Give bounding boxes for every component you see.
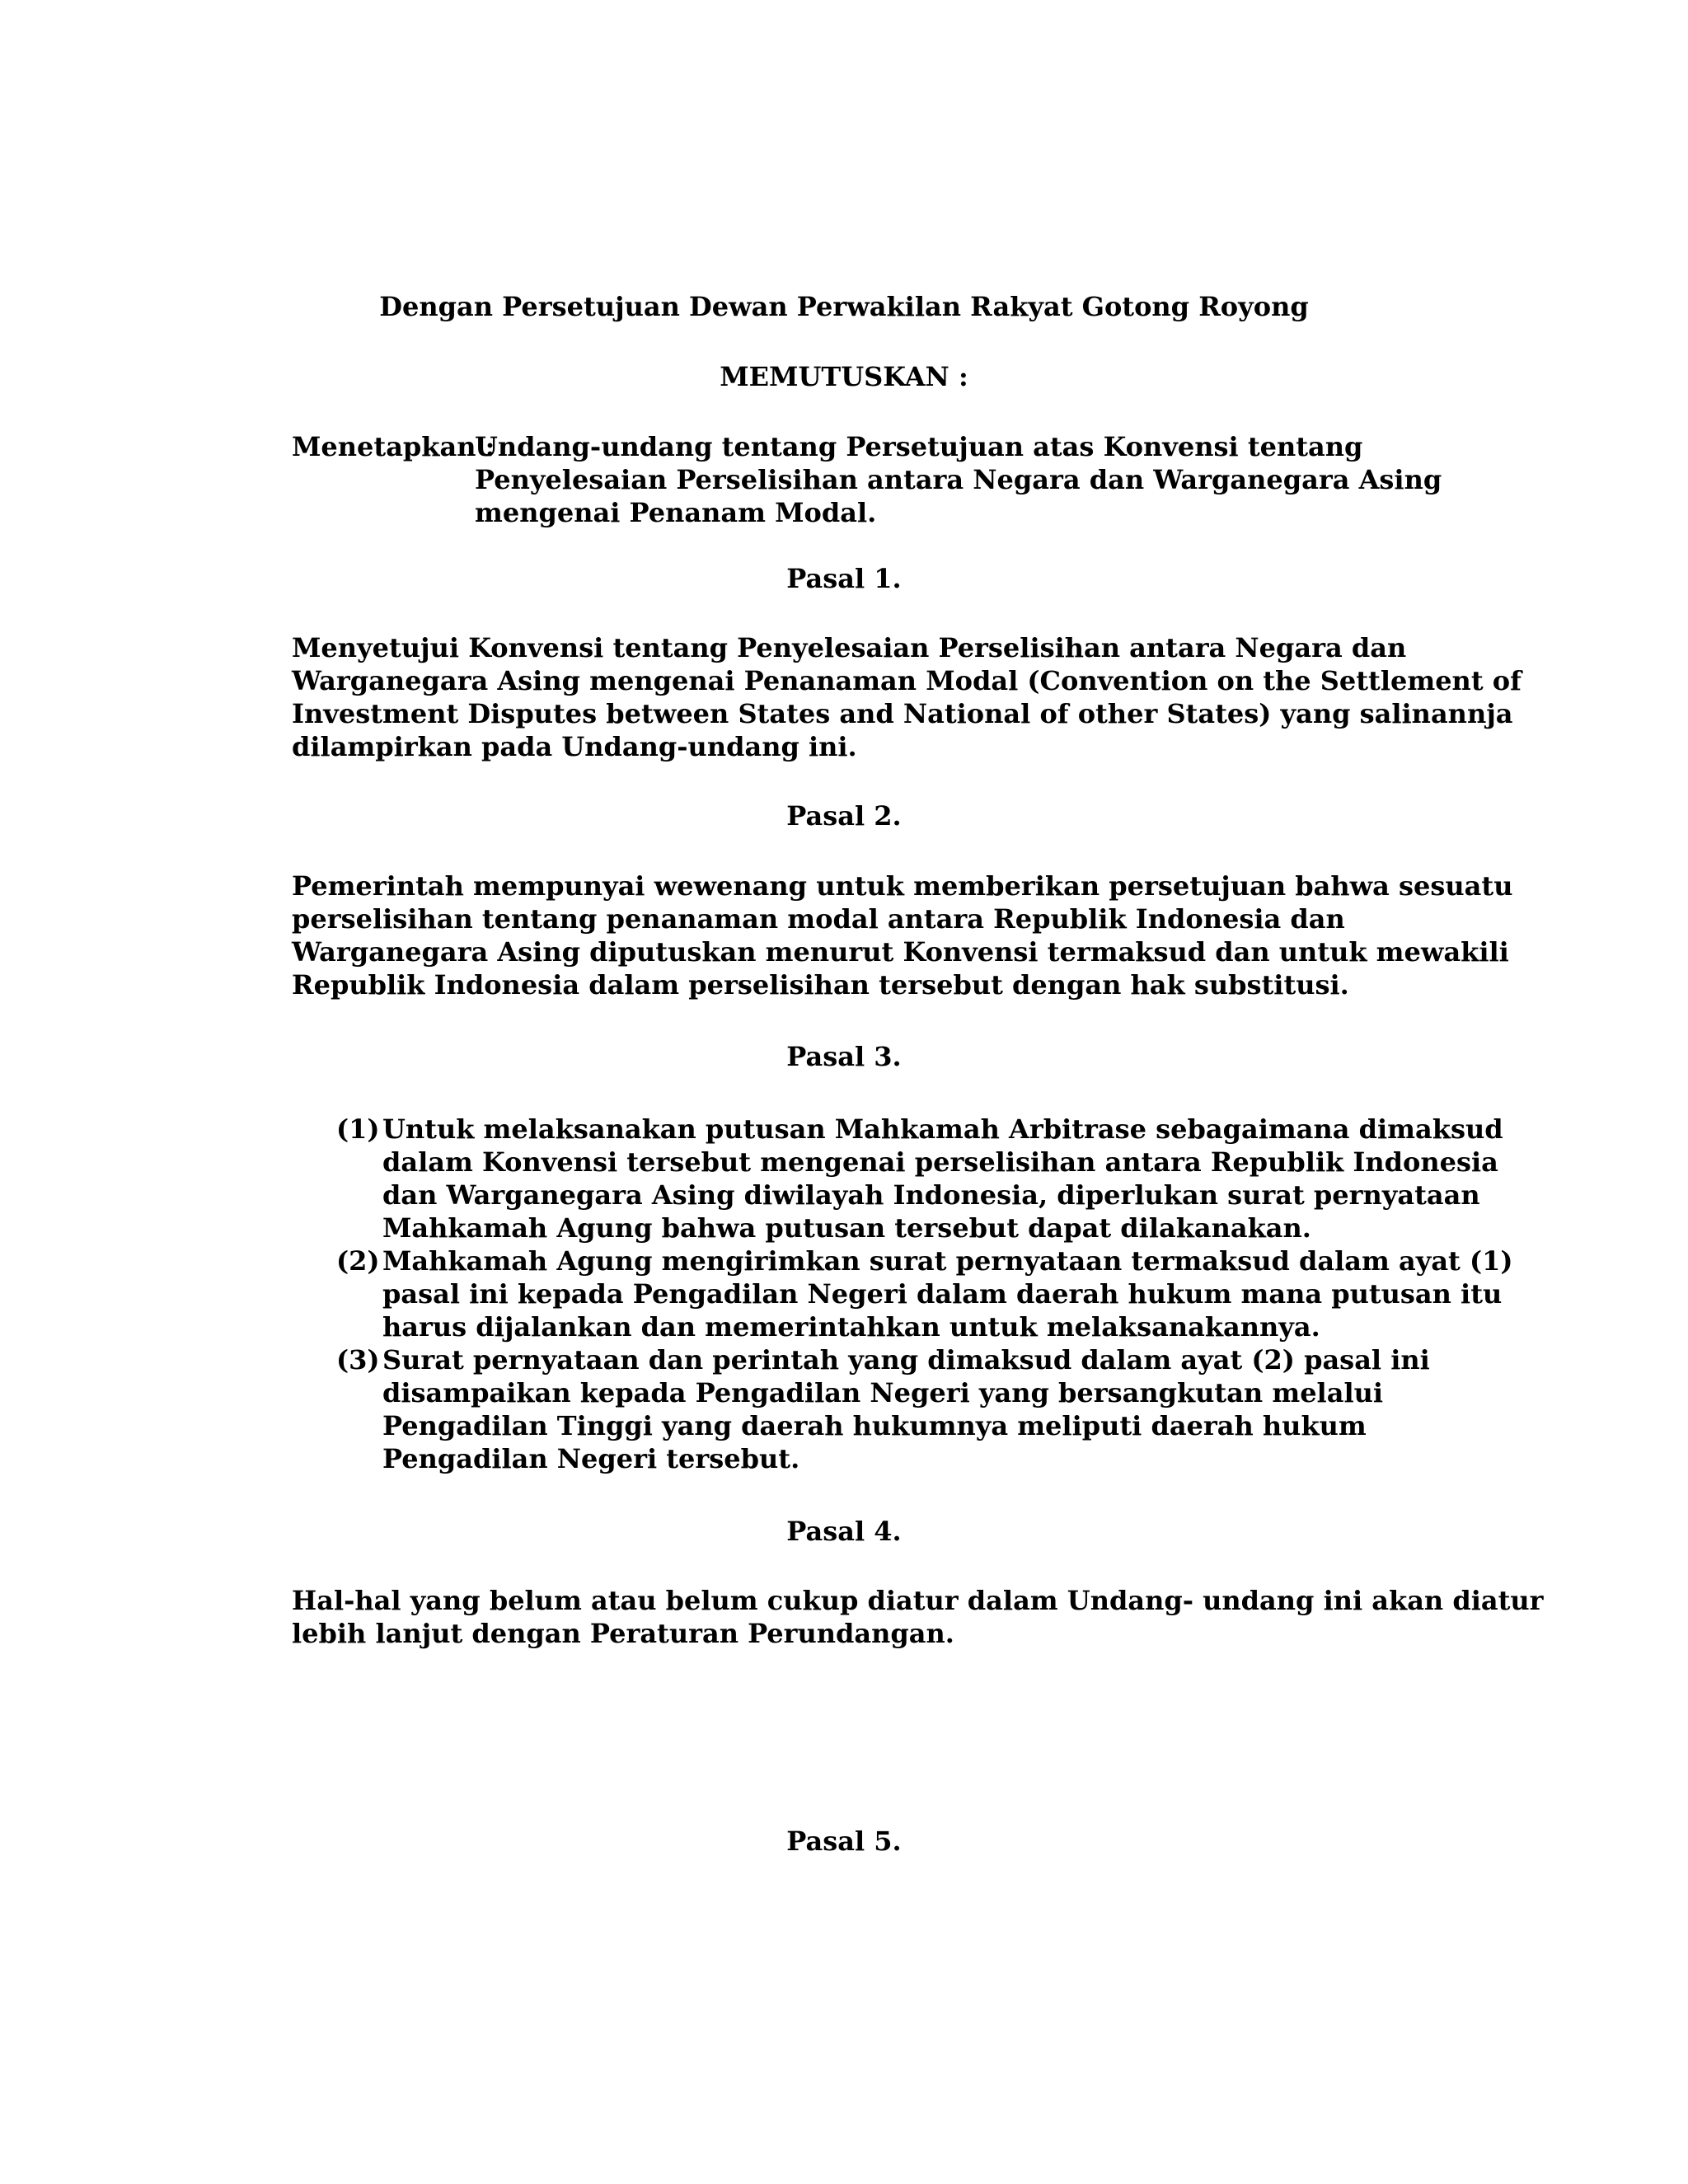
pasal-2-body xyxy=(292,869,1513,1001)
pasal-2-line: perselisihan tentang penanaman modal antara Republik Indonesia dan xyxy=(292,903,1345,935)
pasal-1-line: dilampirkan pada Undang-undang ini. xyxy=(292,731,857,762)
item-line: Mahkamah Agung mengirimkan surat pernyataan termaksud dalam ayat (1) xyxy=(382,1245,1513,1277)
pasal-2-line: Republik Indonesia dalam perselisihan tersebut dengan hak substitusi. xyxy=(292,969,1349,1001)
item-line: Pengadilan Tinggi yang daerah hukumnya meliputi daerah hukum xyxy=(382,1410,1367,1441)
pasal-4-title: Pasal 4. xyxy=(786,1516,902,1547)
item-number: (3) xyxy=(336,1344,380,1376)
list-item xyxy=(336,1244,1513,1343)
menetapkan-text xyxy=(475,430,1464,529)
pasal-4-line: lebih lanjut dengan Peraturan Perundangan. xyxy=(292,1618,954,1649)
item-line: Surat pernyataan dan perintah yang dimaksud dalam ayat (2) pasal ini xyxy=(382,1344,1430,1376)
item-line: harus dijalankan dan memerintahkan untuk melaksanakannya. xyxy=(382,1311,1320,1343)
pasal-2-line: Pemerintah mempunyai wewenang untuk memberikan persetujuan bahwa sesuatu xyxy=(292,870,1513,902)
pasal-4-line: Hal-hal yang belum atau belum cukup diatur dalam Undang- undang ini akan diatur xyxy=(292,1585,1544,1616)
pasal-3-title: Pasal 3. xyxy=(786,1041,902,1072)
item-line: pasal ini kepada Pengadilan Negeri dalam daerah hukum mana putusan itu xyxy=(382,1278,1503,1310)
list-item xyxy=(336,1113,1503,1244)
menetapkan-line: Undang-undang tentang Persetujuan atas Konvensi tentang xyxy=(475,431,1363,462)
list-item xyxy=(336,1343,1430,1475)
item-line: dan Warganegara Asing diwilayah Indonesia, diperlukan surat pernyataan xyxy=(382,1179,1480,1211)
pasal-1-line: Menyetujui Konvensi tentang Penyelesaian Perselisihan antara Negara dan xyxy=(292,632,1407,663)
pasal-1-line: Investment Disputes between States and National of other States) yang salinannja xyxy=(292,698,1513,729)
item-line: dalam Konvensi tersebut mengenai perselisihan antara Republik Indonesia xyxy=(382,1146,1498,1178)
menetapkan-line: mengenai Penanam Modal. xyxy=(475,497,877,528)
item-line: Pengadilan Negeri tersebut. xyxy=(382,1443,800,1474)
pasal-1-title: Pasal 1. xyxy=(786,563,902,594)
pasal-1-body xyxy=(292,631,1522,763)
pasal-4-body xyxy=(292,1584,1544,1650)
item-number: (2) xyxy=(336,1245,380,1277)
decision-heading: MEMUTUSKAN : xyxy=(720,361,968,392)
pasal-1-line: Warganegara Asing mengenai Penanaman Modal (Convention on the Settlement of xyxy=(292,665,1522,696)
menetapkan-line: Penyelesaian Perselisihan antara Negara dan Warganegara Asing xyxy=(475,464,1442,495)
menetapkan-label: Menetapkan : xyxy=(292,431,495,462)
item-line: Mahkamah Agung bahwa putusan tersebut dapat dilakanakan. xyxy=(382,1212,1311,1244)
approval-line: Dengan Persetujuan Dewan Perwakilan Rakyat Gotong Royong xyxy=(379,291,1309,322)
item-line: disampaikan kepada Pengadilan Negeri yang bersangkutan melalui xyxy=(382,1377,1384,1408)
item-number: (1) xyxy=(336,1113,380,1145)
pasal-5-title: Pasal 5. xyxy=(786,1825,902,1857)
pasal-3-list xyxy=(336,1113,1513,1475)
item-line: Untuk melaksanakan putusan Mahkamah Arbitrase sebagaimana dimaksud xyxy=(382,1113,1503,1145)
pasal-2-line: Warganegara Asing diputuskan menurut Konvensi termaksud dan untuk mewakili xyxy=(292,936,1509,968)
pasal-2-title: Pasal 2. xyxy=(786,800,902,832)
